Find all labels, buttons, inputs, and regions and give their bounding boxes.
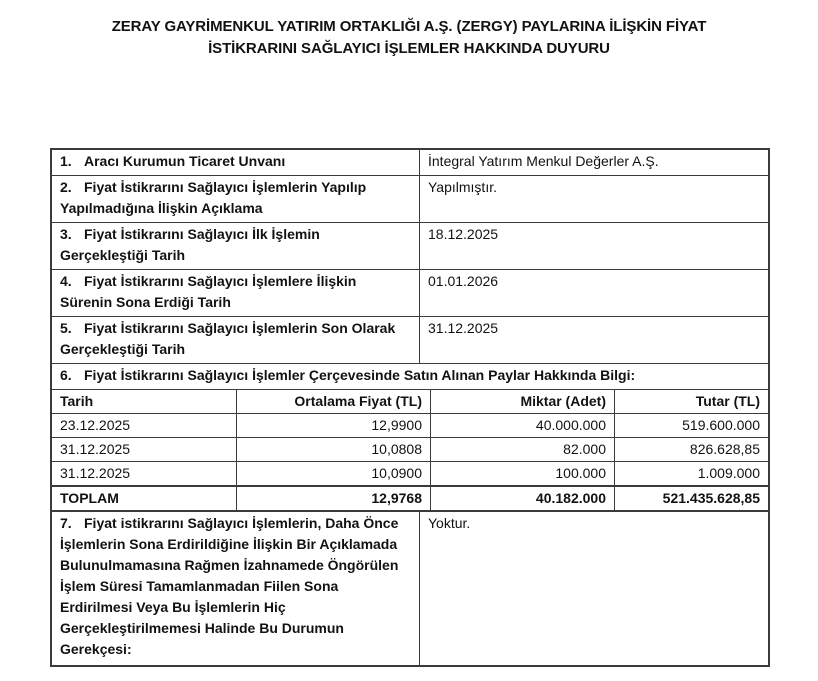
info-row-4-number: 4. <box>60 273 72 289</box>
purchases-row-1-cell-2: 12,9900 <box>236 414 430 437</box>
info-row-5-value: 31.12.2025 <box>428 320 499 336</box>
info-row-5-number: 5. <box>60 320 72 336</box>
info-row-3-value: 18.12.2025 <box>428 226 499 242</box>
info-row-1-label-text: Aracı Kurumun Ticaret Unvanı <box>84 153 286 169</box>
purchases-row-3-cell-2: 10,0900 <box>236 462 430 485</box>
info-row-1-value: İntegral Yatırım Menkul Değerler A.Ş. <box>428 153 659 169</box>
info-row-3-label-text: Fiyat İstikrarını Sağlayıcı İlk İşlemin Gerçekleştiği Tarih <box>60 226 320 263</box>
purchases-row-1 <box>52 413 768 437</box>
info-row-5 <box>52 316 768 363</box>
section7-row <box>52 510 768 665</box>
title-line-1: ZERAY GAYRİMENKUL YATIRIM ORTAKLIĞI A.Ş. (ZERGY) PAYLARINA İLİŞKİN FİYAT <box>111 18 707 35</box>
info-row-2-label <box>52 176 420 222</box>
info-row-2-number: 2. <box>60 179 72 195</box>
purchases-row-3-cell-4: 1.009.000 <box>614 462 768 485</box>
purchases-row-2-cell-1: 31.12.2025 <box>60 441 131 457</box>
section7-number: 7. <box>60 515 72 531</box>
info-row-3-label <box>52 223 420 269</box>
info-row-3 <box>52 222 768 269</box>
section7-value: Yoktur. <box>428 515 471 531</box>
purchases-header-row <box>52 389 768 413</box>
purchases-row-1-cell-4: 519.600.000 <box>614 414 768 437</box>
info-row-1 <box>52 150 768 175</box>
purchases-data-rows <box>52 413 768 485</box>
info-row-2 <box>52 175 768 222</box>
purchases-header-cell-4: Tutar (TL) <box>614 390 768 413</box>
info-row-1-number: 1. <box>60 153 72 169</box>
info-rows-section <box>52 150 768 363</box>
info-row-3-number: 3. <box>60 226 72 242</box>
section6-heading-text: Fiyat İstikrarını Sağlayıcı İşlemler Çerçevesinde Satın Alınan Paylar Hakkında Bilgi: <box>84 367 636 383</box>
purchases-row-1-cell-1: 23.12.2025 <box>60 417 131 433</box>
info-row-2-value: Yapılmıştır. <box>428 179 497 195</box>
document-title <box>0 0 818 60</box>
purchases-total-cell-3: 40.182.000 <box>430 487 614 510</box>
purchases-row-2-cell-4: 826.628,85 <box>614 438 768 461</box>
purchases-row-2 <box>52 437 768 461</box>
info-row-5-label-text: Fiyat İstikrarını Sağlayıcı İşlemlerin Son Olarak Gerçekleştiği Tarih <box>60 320 396 357</box>
purchases-header-cell-2: Ortalama Fiyat (TL) <box>236 390 430 413</box>
purchases-row-3-cell-1: 31.12.2025 <box>60 465 131 481</box>
purchases-total-cell-1: TOPLAM <box>60 490 119 506</box>
section7-label <box>52 512 420 665</box>
info-row-2-label-text: Fiyat İstikrarını Sağlayıcı İşlemlerin Yapılıp Yapılmadığına İlişkin Açıklama <box>60 179 367 216</box>
purchases-header-cell-3: Miktar (Adet) <box>430 390 614 413</box>
purchases-row-1-cell-3: 40.000.000 <box>430 414 614 437</box>
info-row-4-label-text: Fiyat İstikrarını Sağlayıcı İşlemlere İlişkin Sürenin Sona Erdiği Tarih <box>60 273 357 310</box>
purchases-total-cell-4: 521.435.628,85 <box>614 487 768 510</box>
info-row-5-label <box>52 317 420 363</box>
purchases-header-cell-1: Tarih <box>60 393 94 409</box>
purchases-total-cell-2: 12,9768 <box>236 487 430 510</box>
info-row-4-label <box>52 270 420 316</box>
purchases-table <box>52 389 768 510</box>
purchases-row-3-cell-3: 100.000 <box>430 462 614 485</box>
purchases-row-3 <box>52 461 768 485</box>
info-row-4 <box>52 269 768 316</box>
disclosure-table <box>50 148 770 667</box>
section6-number: 6. <box>60 367 72 383</box>
section7-label-text: Fiyat istikrarını Sağlayıcı İşlemlerin, Daha Önce İşlemlerin Sona Erdirildiğine İlişkin Bir Açıklamada Bulunulmamasına Rağmen İzahnamede Öngörülen İşlem Süresi Tamamlanmadan Fiilen Sona Erdirilmesi Veya Bu İşlemlerin Hiç Gerçekleştirilmemesi Halinde Bu Durumun Gerekçesi: <box>60 515 399 657</box>
title-line-2: İSTİKRARINI SAĞLAYICI İŞLEMLER HAKKINDA DUYURU <box>208 40 610 57</box>
purchases-total-row <box>52 485 768 510</box>
purchases-row-2-cell-2: 10,0808 <box>236 438 430 461</box>
info-row-4-value: 01.01.2026 <box>428 273 499 289</box>
purchases-row-2-cell-3: 82.000 <box>430 438 614 461</box>
section6-heading <box>52 363 768 389</box>
info-row-1-label <box>52 150 420 175</box>
